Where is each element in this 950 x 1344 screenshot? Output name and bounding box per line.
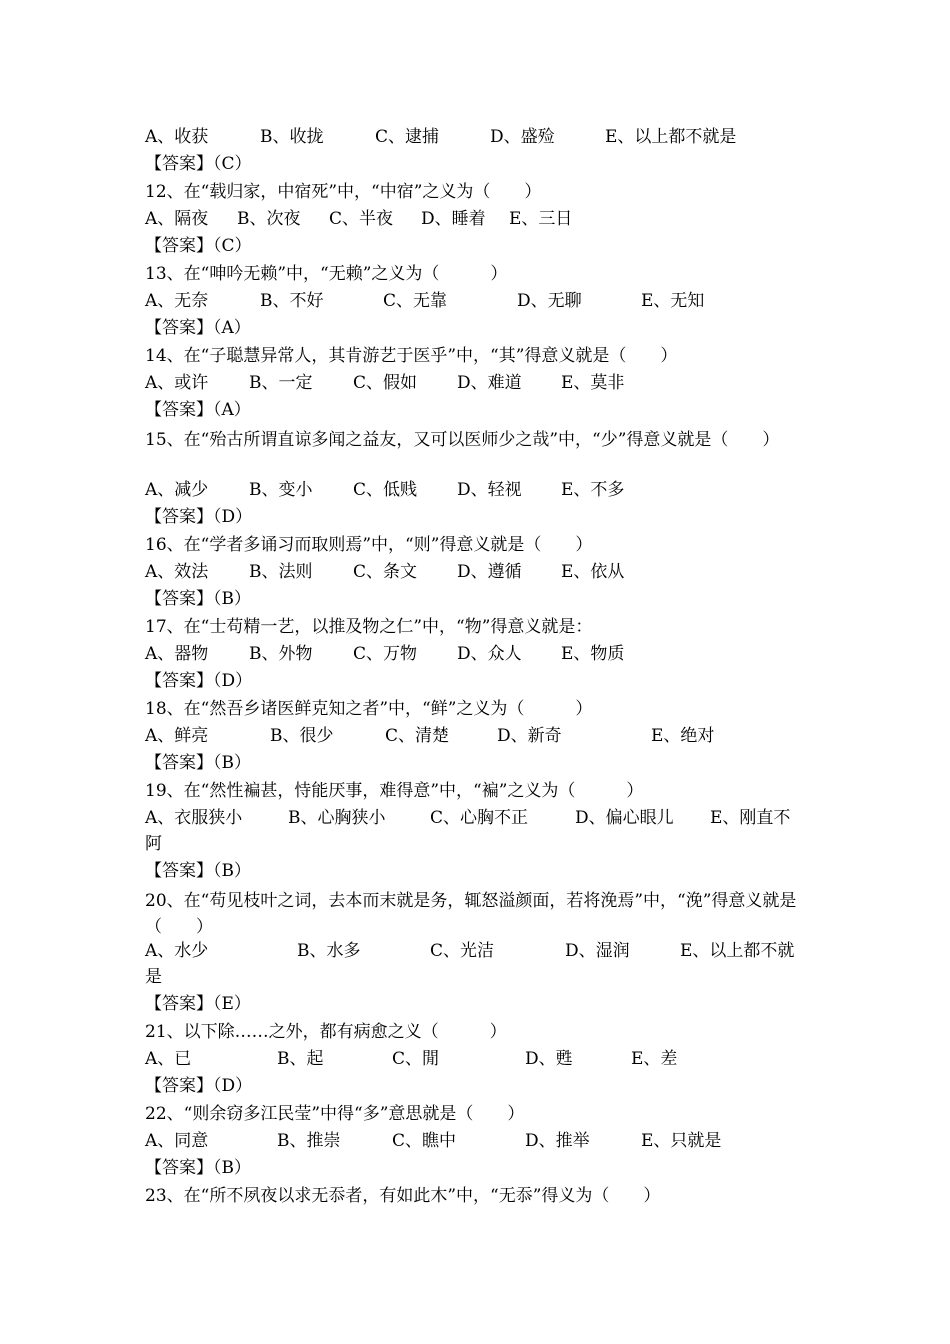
option-item: D、无聊 — [517, 291, 582, 311]
option-item: E、以上都不就 — [680, 941, 795, 961]
option-item: A、效法 — [145, 562, 209, 582]
question-text: 19、在“然性褊甚，恃能厌事，难得意”中，“褊”之义为（ ） — [145, 781, 644, 801]
option-item: A、鲜亮 — [145, 726, 209, 746]
option-item: C、逮捕 — [375, 127, 440, 147]
question-text: 22、“则余窃多江民莹”中得“多”意思就是（ ） — [145, 1104, 525, 1124]
options-row — [145, 725, 815, 747]
option-item: C、清楚 — [385, 726, 450, 746]
answer-line: 【答案】（D） — [145, 1076, 253, 1096]
option-item: D、盛殓 — [490, 127, 555, 147]
option-item: D、新奇 — [497, 726, 562, 746]
option-item: E、以上都不就是 — [605, 127, 737, 147]
options-row — [145, 290, 815, 312]
options-row — [145, 643, 815, 665]
question-text: 17、在“士苟精一艺，以推及物之仁”中，“物”得意义就是： — [145, 617, 593, 637]
options-row — [145, 940, 815, 962]
option-item: C、无靠 — [383, 291, 448, 311]
option-item: E、绝对 — [651, 726, 715, 746]
option-item: C、閒 — [392, 1049, 440, 1069]
option-item: C、心胸不正 — [430, 808, 529, 828]
answer-line: 【答案】（D） — [145, 671, 253, 691]
option-item: B、次夜 — [237, 209, 301, 229]
option-item: D、睡着 — [421, 209, 486, 229]
question-text: 16、在“学者多诵习而取则焉”中，“则”得意义就是（ ） — [145, 535, 593, 555]
option-item: A、隔夜 — [145, 209, 209, 229]
options-row — [145, 807, 815, 829]
question-text: 23、在“所不夙夜以求无忝者，有如此木”中，“无忝”得义为（ ） — [145, 1186, 661, 1206]
option-item: B、外物 — [249, 644, 313, 664]
option-item: A、器物 — [145, 644, 209, 664]
option-item: E、刚直不 — [710, 808, 791, 828]
option-item: B、法则 — [249, 562, 313, 582]
option-item: A、同意 — [145, 1131, 209, 1151]
option-item: D、推举 — [525, 1131, 590, 1151]
question-text: 20、在“苟见枝叶之词，去本而末就是务，辄怒溢颜面，若将浼焉”中，“浼”得意义就是（ ） — [145, 891, 797, 937]
option-item: C、假如 — [353, 373, 418, 393]
option-item: C、瞧中 — [392, 1131, 457, 1151]
option-item: E、无知 — [641, 291, 705, 311]
option-item: B、心胸狭小 — [288, 808, 386, 828]
option-item: B、一定 — [249, 373, 313, 393]
option-item: B、收拢 — [260, 127, 324, 147]
question-text: 15、在“殆古所谓直谅多闻之益友，又可以医师少之哉”中，“少”得意义就是（ ） — [145, 430, 780, 450]
option-item: A、收获 — [145, 127, 209, 147]
option-item: A、或许 — [145, 373, 209, 393]
options-row — [145, 1048, 815, 1070]
option-item: D、难道 — [457, 373, 522, 393]
option-item: B、很少 — [270, 726, 334, 746]
question-text: 21、以下除……之外，都有病愈之义（ ） — [145, 1022, 507, 1042]
option-item: C、条文 — [353, 562, 418, 582]
option-item: C、万物 — [353, 644, 418, 664]
option-continuation: 阿 — [145, 834, 162, 854]
answer-line: 【答案】（C） — [145, 236, 252, 256]
option-item: A、衣服狭小 — [145, 808, 243, 828]
answer-line: 【答案】（B） — [145, 753, 251, 773]
option-item: C、光洁 — [430, 941, 495, 961]
option-item: B、不好 — [260, 291, 324, 311]
answer-line: 【答案】（C） — [145, 154, 252, 174]
answer-line: 【答案】（E） — [145, 994, 251, 1014]
answer-line: 【答案】（B） — [145, 1158, 251, 1178]
answer-line: 【答案】（B） — [145, 589, 251, 609]
answer-line: 【答案】（D） — [145, 507, 253, 527]
option-item: B、水多 — [297, 941, 361, 961]
option-item: B、推崇 — [277, 1131, 341, 1151]
answer-line: 【答案】（A） — [145, 318, 251, 338]
option-item: D、遵循 — [457, 562, 522, 582]
option-item: D、甦 — [525, 1049, 573, 1069]
option-item: D、湿润 — [565, 941, 630, 961]
option-item: E、依从 — [561, 562, 625, 582]
option-continuation: 是 — [145, 967, 162, 987]
option-item: B、变小 — [249, 480, 313, 500]
options-row — [145, 208, 815, 230]
answer-line: 【答案】（A） — [145, 400, 251, 420]
option-item: E、差 — [631, 1049, 678, 1069]
option-item: D、偏心眼儿 — [575, 808, 674, 828]
options-row — [145, 1130, 815, 1152]
option-item: E、只就是 — [641, 1131, 722, 1151]
options-row — [145, 561, 815, 583]
question-text: 13、在“呻吟无赖”中，“无赖”之义为（ ） — [145, 264, 508, 284]
options-row — [145, 126, 815, 148]
option-item: D、轻视 — [457, 480, 522, 500]
option-item: A、水少 — [145, 941, 209, 961]
options-row — [145, 372, 815, 394]
option-item: D、众人 — [457, 644, 522, 664]
option-item: C、半夜 — [329, 209, 394, 229]
option-item: A、已 — [145, 1049, 192, 1069]
answer-line: 【答案】（B） — [145, 861, 251, 881]
option-item: E、莫非 — [561, 373, 625, 393]
option-item: C、低贱 — [353, 480, 418, 500]
question-text: 14、在“子聪慧异常人，其肯游艺于医乎”中，“其”得意义就是（ ） — [145, 346, 678, 366]
option-item: B、起 — [277, 1049, 324, 1069]
options-row — [145, 479, 815, 501]
question-text: 12、在“载归家，中宿死”中，“中宿”之义为（ ） — [145, 182, 542, 202]
option-item: E、物质 — [561, 644, 625, 664]
option-item: A、减少 — [145, 480, 209, 500]
question-text: 18、在“然吾乡诸医鲜克知之者”中，“鲜”之义为（ ） — [145, 699, 593, 719]
option-item: E、不多 — [561, 480, 625, 500]
option-item: A、无奈 — [145, 291, 209, 311]
option-item: E、三日 — [509, 209, 573, 229]
